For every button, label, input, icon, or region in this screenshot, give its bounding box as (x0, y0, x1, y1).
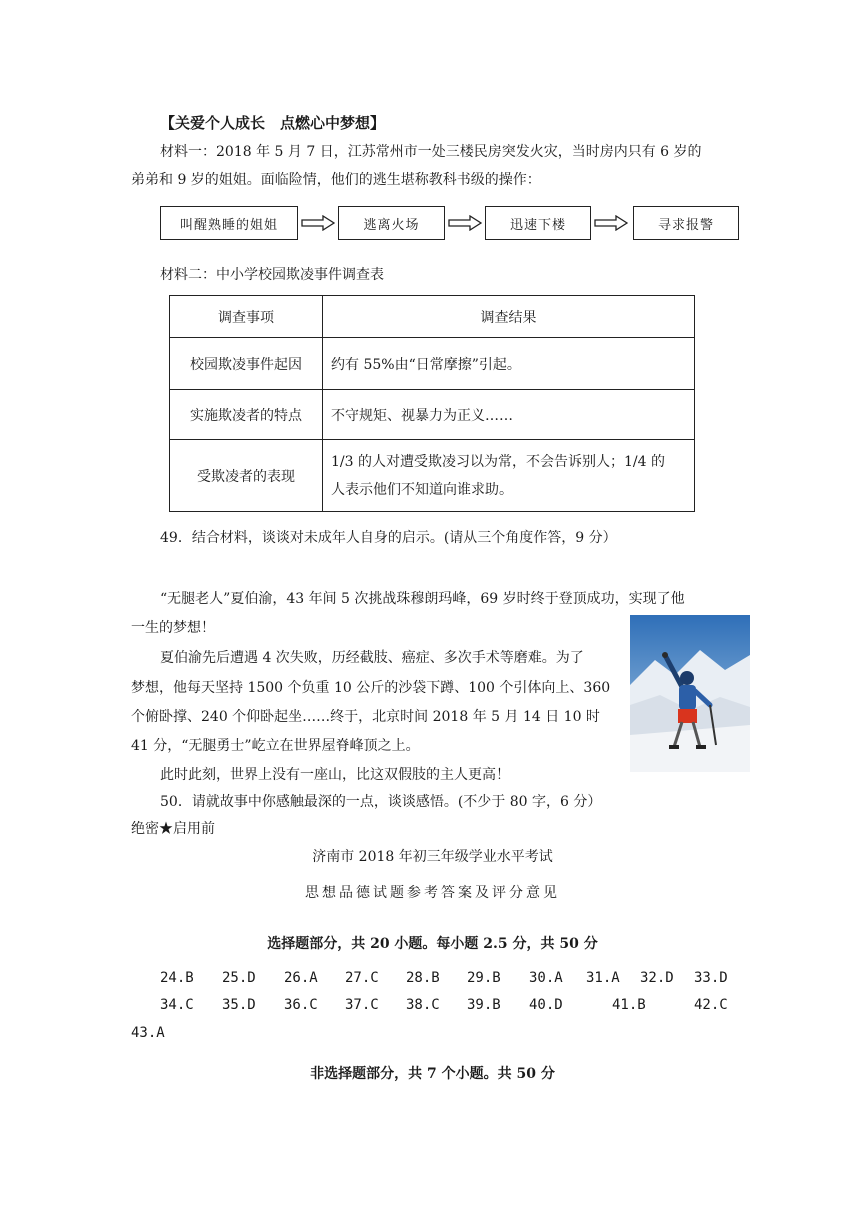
table-header-row (170, 296, 695, 338)
answer-item: 36.C (284, 997, 318, 1013)
answer-item: 31.A (586, 970, 620, 986)
answer-item: 33.D (694, 970, 728, 986)
answer-item: 28.B (406, 970, 440, 986)
row-result: 约有 55%由“日常摩擦”引起。 (323, 338, 695, 390)
answer-item: 41.B (612, 997, 646, 1013)
flow-arrow-2-icon (448, 215, 482, 231)
row-item: 受欺凌者的表现 (170, 440, 323, 512)
header-result: 调查结果 (323, 296, 695, 338)
question-49: 49．结合材料，谈谈对未成年人自身的启示。(请从三个角度作答，9 分） (160, 530, 617, 546)
question-50: 50．请就故事中你感触最深的一点，谈谈感悟。(不少于 80 字，6 分） (160, 794, 602, 810)
answer-item: 39.B (467, 997, 501, 1013)
section-title: 【关爱个人成长 点燃心中梦想】 (160, 114, 386, 132)
story-p2-line3: 个俯卧撑、240 个仰卧起坐……终于，北京时间 2018 年 5 月 14 日 10 时 (131, 709, 600, 725)
row-result: 不守规矩、视暴力为正义…… (323, 390, 695, 440)
story-p1-line1: “无腿老人”夏伯渝，43 年间 5 次挑战珠穆朗玛峰，69 岁时终于登顶成功，实现了他 (160, 591, 685, 607)
row-item: 校园欺凌事件起因 (170, 338, 323, 390)
material1-line2: 弟弟和 9 岁的姐姐。面临险情，他们的逃生堪称教科书级的操作： (131, 172, 541, 188)
row-result (323, 440, 695, 512)
answer-item: 26.A (284, 970, 318, 986)
table-row (170, 338, 695, 390)
exam-title: 济南市 2018 年初三年级学业水平考试 (312, 849, 553, 865)
answer-item: 24.B (160, 970, 194, 986)
story-p3: 此时此刻，世界上没有一座山，比这双假肢的主人更高！ (160, 767, 510, 783)
answer-item: 42.C (694, 997, 728, 1013)
climber-photo (630, 615, 750, 772)
choice-heading: 选择题部分，共 20 小题。每小题 2.5 分，共 50 分 (267, 936, 598, 952)
answer-item: 32.D (640, 970, 674, 986)
table-row (170, 440, 695, 512)
flow-step-4: 寻求报警 (633, 206, 739, 240)
nonchoice-heading: 非选择题部分，共 7 个小题。共 50 分 (310, 1066, 555, 1082)
answer-item: 38.C (406, 997, 440, 1013)
flow-step-3: 迅速下楼 (485, 206, 591, 240)
answer-item: 27.C (345, 970, 379, 986)
answer-item: 29.B (467, 970, 501, 986)
table-row (170, 390, 695, 440)
answer-item: 37.C (345, 997, 379, 1013)
answer-item: 43.A (131, 1025, 165, 1041)
row-result-line1: 1/3 的人对遭受欺凌习以为常，不会告诉别人；1/4 的 (331, 453, 665, 470)
flow-arrow-1-icon (301, 215, 335, 231)
material1-line1: 材料一：2018 年 5 月 7 日，江苏常州市一处三楼民房突发火灾，当时房内只有 6 岁的 (160, 144, 702, 160)
material2-title: 材料二：中小学校园欺凌事件调查表 (160, 267, 384, 283)
secret-label: 绝密★启用前 (131, 821, 215, 837)
story-p1-line2: 一生的梦想！ (131, 620, 215, 636)
story-p2-line4: 41 分，“无腿勇士”屹立在世界屋脊峰顶之上。 (131, 738, 420, 754)
flow-arrow-3-icon (594, 215, 628, 231)
answer-item: 35.D (222, 997, 256, 1013)
row-result-line2: 人表示他们不知道向谁求助。 (331, 481, 513, 498)
exam-subtitle: 思想品德试题参考答案及评分意见 (305, 885, 560, 901)
answer-item: 25.D (222, 970, 256, 986)
flow-step-1: 叫醒熟睡的姐姐 (160, 206, 298, 240)
answer-item: 30.A (529, 970, 563, 986)
answer-item: 40.D (529, 997, 563, 1013)
row-item: 实施欺凌者的特点 (170, 390, 323, 440)
flow-step-2: 逃离火场 (338, 206, 445, 240)
survey-table (169, 295, 695, 512)
answer-item: 34.C (160, 997, 194, 1013)
story-p2-line2: 梦想，他每天坚持 1500 个负重 10 公斤的沙袋下蹲、100 个引体向上、360 (131, 680, 611, 696)
story-p2-line1: 夏伯渝先后遭遇 4 次失败，历经截肢、癌症、多次手术等磨难。为了 (160, 650, 584, 666)
header-item: 调查事项 (170, 296, 323, 338)
